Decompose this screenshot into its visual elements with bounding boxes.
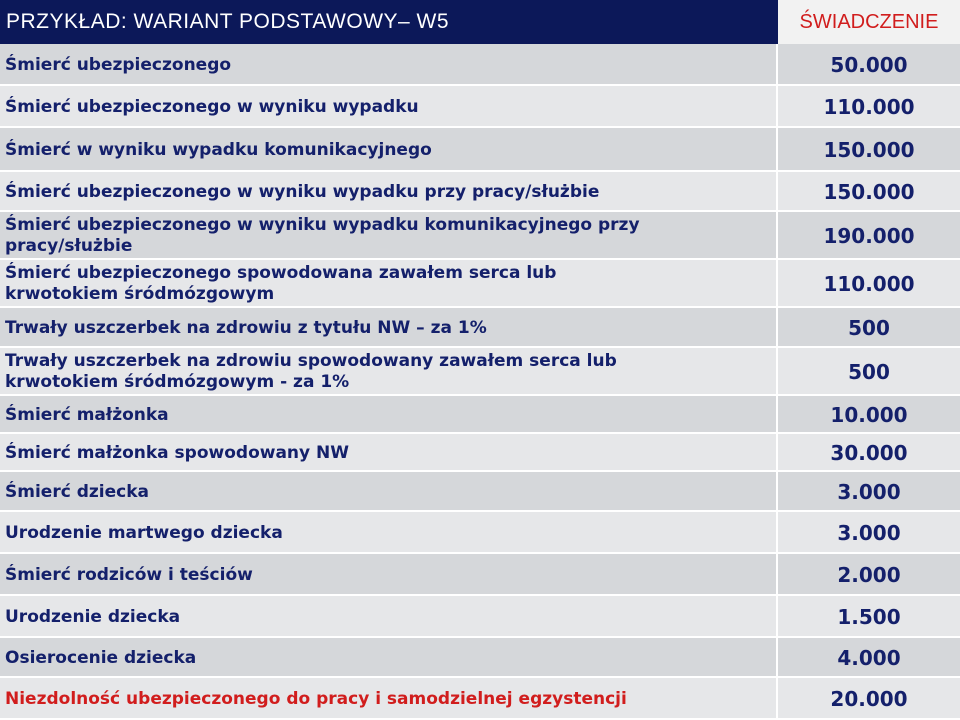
row-value: 20.000 — [830, 687, 908, 711]
row-label — [0, 348, 776, 396]
row-value: 10.000 — [830, 403, 908, 427]
table-row — [0, 348, 960, 396]
row-label: Śmierć ubezpieczonego w wyniku wypadku — [5, 96, 419, 117]
row-value: 150.000 — [823, 180, 915, 204]
row-label: Śmierć ubezpieczonego w wyniku wypadku przy pracy/służbie — [5, 181, 600, 202]
table-row — [0, 86, 960, 128]
row-label: Trwały uszczerbek na zdrowiu z tytułu NW – za 1% — [5, 317, 487, 338]
table-row — [0, 44, 960, 86]
row-value: 1.500 — [837, 605, 901, 629]
row-value: 110.000 — [823, 272, 915, 296]
value-column-header: ŚWIADCZENIE — [778, 0, 960, 44]
table-row — [0, 638, 960, 678]
row-label: Śmierć dziecka — [5, 481, 149, 502]
row-value: 3.000 — [837, 521, 901, 545]
row-label: Śmierć rodziców i teściów — [5, 564, 253, 585]
table-row — [0, 554, 960, 596]
table-row — [0, 396, 960, 434]
row-label: Osierocenie dziecka — [5, 647, 197, 668]
row-label-line: krwotokiem śródmózgowym — [5, 284, 275, 304]
row-value: 500 — [848, 360, 890, 384]
row-label: Śmierć małżonka — [5, 404, 169, 425]
row-value: 4.000 — [837, 646, 901, 670]
table-row — [0, 596, 960, 638]
row-label: Śmierć w wyniku wypadku komunikacyjnego — [5, 139, 432, 160]
table-row — [0, 512, 960, 554]
table-title: PRZYKŁAD: WARIANT PODSTAWOWY– W5 — [0, 0, 778, 44]
row-label-line: pracy/służbie — [5, 236, 133, 256]
row-label: Niezdolność ubezpieczonego do pracy i samodzielnej egzystencji — [5, 688, 627, 709]
row-label — [0, 212, 776, 260]
row-value: 30.000 — [830, 441, 908, 465]
table-row — [0, 472, 960, 512]
row-label: Śmierć ubezpieczonego — [5, 54, 232, 75]
table-row — [0, 260, 960, 308]
table-row — [0, 128, 960, 172]
row-label: Urodzenie martwego dziecka — [5, 522, 283, 543]
table-row — [0, 308, 960, 348]
row-value: 110.000 — [823, 95, 915, 119]
row-value: 190.000 — [823, 224, 915, 248]
row-label — [0, 260, 776, 308]
row-label: Śmierć małżonka spowodowany NW — [5, 442, 350, 463]
table-header — [0, 0, 960, 44]
row-label: Urodzenie dziecka — [5, 606, 181, 627]
table-row — [0, 678, 960, 720]
table-row — [0, 434, 960, 472]
row-value: 2.000 — [837, 563, 901, 587]
table-row — [0, 172, 960, 212]
row-value: 3.000 — [837, 480, 901, 504]
row-value: 500 — [848, 316, 890, 340]
row-label-line: Śmierć ubezpieczonego w wyniku wypadku komunikacyjnego przy — [5, 215, 640, 235]
row-label-line: Śmierć ubezpieczonego spowodowana zawałem serca lub — [5, 263, 557, 283]
row-value: 50.000 — [830, 53, 908, 77]
row-value: 150.000 — [823, 138, 915, 162]
row-label-line: Trwały uszczerbek na zdrowiu spowodowany zawałem serca lub — [5, 351, 617, 371]
table-row — [0, 212, 960, 260]
row-label-line: krwotokiem śródmózgowym - za 1% — [5, 372, 350, 392]
